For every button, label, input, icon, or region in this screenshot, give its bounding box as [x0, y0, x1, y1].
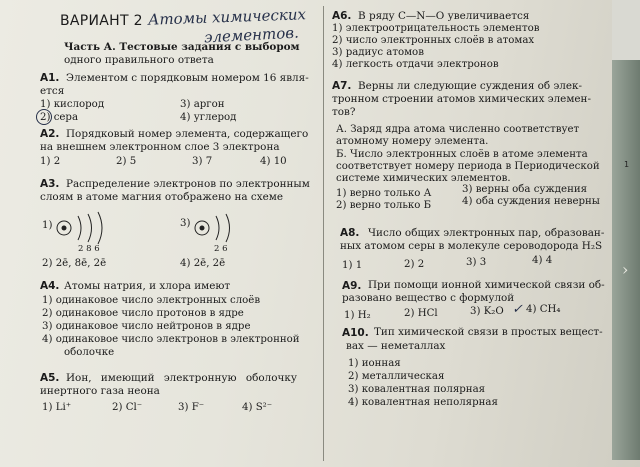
- question-text: Элементом с порядковым номером 16 явля-: [66, 72, 309, 84]
- answer-option[interactable]: 1) 1: [342, 260, 363, 271]
- answer-option[interactable]: 1) верно только А: [336, 188, 432, 199]
- answer-option[interactable]: 4) 10: [260, 156, 287, 167]
- answer-option[interactable]: 2) Cl⁻: [112, 402, 143, 413]
- statement-b: системе химических элементов.: [336, 173, 511, 184]
- question-number: А4.: [40, 280, 60, 292]
- answer-option[interactable]: 1) 2: [40, 156, 61, 167]
- part-a-title: Часть А. Тестовые задания с выбором: [64, 41, 300, 53]
- scheme-label: 1): [42, 220, 53, 231]
- answer-option[interactable]: 3) K₂O: [470, 306, 504, 317]
- answer-option[interactable]: 2) металлическая: [348, 371, 445, 382]
- statement-a: А. Заряд ядра атома численно соответствует: [336, 124, 580, 135]
- handwritten-topic-line1: Атомы химических: [147, 5, 307, 29]
- answer-option[interactable]: 4) CH₄: [526, 304, 561, 315]
- answer-option[interactable]: 1) ионная: [348, 358, 401, 369]
- question-text: Распределение электронов по электронным: [66, 178, 310, 190]
- question-text: на внешнем электронном слое 3 электрона: [40, 141, 280, 153]
- answer-option[interactable]: 2) одинаковое число протонов в ядре: [42, 308, 244, 319]
- answer-option[interactable]: 1) одинаковое число электронных слоёв: [42, 295, 261, 306]
- answer-option[interactable]: 1) H₂: [344, 310, 371, 321]
- statement-a: атомному номеру элемента.: [336, 136, 489, 147]
- statement-b: соответствует номеру периода в Периодической: [336, 161, 600, 172]
- answer-option[interactable]: 1) электроотрицательность элементов: [332, 23, 540, 34]
- question-text: слоям в атоме магния отображено на схеме: [40, 191, 283, 203]
- question-text: ется: [40, 85, 65, 97]
- question-text: Атомы натрия, и хлора имеют: [64, 280, 231, 292]
- answer-option[interactable]: 2) 2ē, 8ē, 2ē: [42, 258, 107, 269]
- answer-option[interactable]: 2) сера: [40, 112, 79, 123]
- question-text: Порядковый номер элемента, содержащего: [66, 128, 309, 140]
- question-number: А5.: [40, 372, 60, 384]
- handwritten-checkmark-icon: ✓: [512, 302, 523, 317]
- shell-electron-counts: 2 8 6: [78, 244, 100, 254]
- edge-fragment: 1: [624, 160, 630, 169]
- question-text: тронном строении атомов химических элемен-: [332, 93, 591, 105]
- question-text: вах — неметаллах: [346, 340, 446, 352]
- answer-option[interactable]: 2) HCl: [404, 308, 438, 319]
- question-text: инертного газа неона: [40, 385, 160, 397]
- variant-heading: ВАРИАНТ 2: [60, 13, 143, 29]
- answer-option[interactable]: 4) S²⁻: [242, 402, 273, 413]
- nav-arrow-icon: ›: [622, 260, 629, 279]
- statement-b: Б. Число электронных слоёв в атоме элемента: [336, 149, 588, 160]
- answer-option[interactable]: 3) одинаковое число нейтронов в ядре: [42, 321, 251, 332]
- question-number: А2.: [40, 128, 60, 140]
- answer-option[interactable]: 4) легкость отдачи электронов: [332, 59, 499, 70]
- question-text: Тип химической связи в простых вещест-: [374, 326, 603, 338]
- answer-option[interactable]: 3) верны оба суждения: [462, 184, 588, 195]
- answer-option[interactable]: 3) F⁻: [178, 402, 205, 413]
- question-number: А9.: [342, 280, 362, 292]
- answer-option[interactable]: 3) ковалентная полярная: [348, 384, 486, 395]
- answer-option[interactable]: 1) Li⁺: [42, 402, 72, 413]
- answer-option[interactable]: 1) кислород: [40, 99, 105, 110]
- answer-option[interactable]: 2) 5: [116, 156, 137, 167]
- answer-option[interactable]: 3) радиус атомов: [332, 47, 424, 58]
- answer-option-continuation: оболочке: [64, 347, 115, 358]
- question-text: ных атомом серы в молекуле сероводорода H₂S: [340, 240, 603, 252]
- question-text: разовано вещество с формулой: [342, 292, 515, 304]
- answer-option[interactable]: 2) 2: [404, 259, 425, 270]
- answer-option[interactable]: 3) 7: [192, 156, 213, 167]
- answer-option[interactable]: 4) 4: [532, 255, 553, 266]
- question-number: А3.: [40, 178, 60, 190]
- question-text: Верны ли следующие суждения об элек-: [358, 80, 583, 92]
- question-text: В ряду С—N—О увеличивается: [358, 10, 530, 22]
- question-number: А7.: [332, 80, 352, 92]
- table-edge: [612, 60, 640, 460]
- question-number: А6.: [332, 10, 352, 22]
- answer-mark-circle: [36, 109, 52, 125]
- answer-option[interactable]: 3) 3: [466, 257, 487, 268]
- answer-option[interactable]: 4) углерод: [180, 112, 237, 123]
- question-number: А10.: [342, 327, 369, 339]
- answer-option[interactable]: 4) 2ē, 2ē: [180, 258, 226, 269]
- answer-option[interactable]: 3) аргон: [180, 99, 225, 110]
- answer-option[interactable]: 4) одинаковое число электронов в электронной: [42, 334, 300, 345]
- answer-option[interactable]: 4) оба суждения неверны: [462, 196, 600, 207]
- question-text: Число общих электронных пар, образован-: [368, 227, 605, 239]
- column-divider: [323, 6, 324, 461]
- answer-option[interactable]: 2) число электронных слоёв в атомах: [332, 35, 535, 46]
- question-text: При помощи ионной химической связи об-: [368, 279, 605, 291]
- answer-option[interactable]: 2) верно только Б: [336, 200, 432, 211]
- question-text: тов?: [332, 106, 356, 118]
- question-number: А8.: [340, 227, 360, 239]
- part-a-subtitle: одного правильного ответа: [64, 54, 214, 66]
- scheme-label: 3): [180, 218, 191, 229]
- question-text: Ион, имеющий электронную оболочку: [66, 372, 297, 384]
- handwritten-topic-line2: элементов.: [203, 23, 300, 47]
- answer-option[interactable]: 4) ковалентная неполярная: [348, 397, 498, 408]
- question-number: А1.: [40, 72, 60, 84]
- shell-electron-counts: 2 6: [214, 244, 228, 254]
